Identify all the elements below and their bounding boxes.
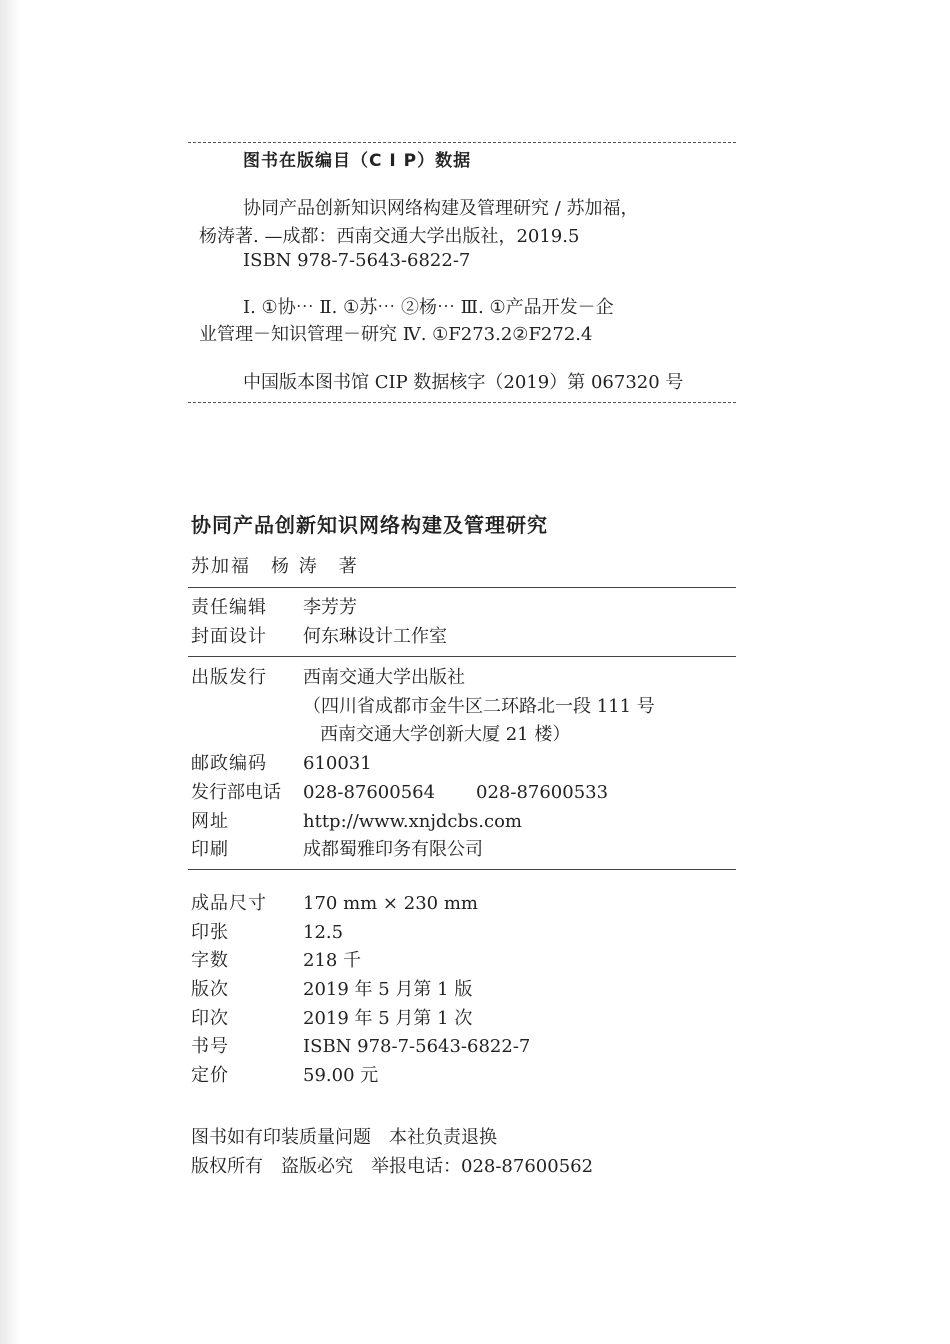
cip-line-5: 业管理－知识管理－研究 Ⅳ. ①F273.2②F272.4: [199, 324, 593, 345]
address-line-2: 西南交通大学创新大厦 21 楼）: [320, 724, 571, 745]
printer-value: 成都蜀雅印务有限公司: [303, 839, 483, 860]
words-label: 字数: [191, 950, 229, 971]
editor-label: 责任编辑: [191, 597, 267, 618]
rule-3: [188, 869, 736, 870]
book-title: 协同产品创新知识网络构建及管理研究: [191, 513, 548, 537]
cover-design-value: 何东琳设计工作室: [303, 626, 447, 647]
cip-line-4: Ⅰ. ①协⋯ Ⅱ. ①苏⋯ ②杨⋯ Ⅲ. ①产品开发－企: [243, 297, 614, 318]
website-label: 网址: [191, 811, 229, 832]
address-line-1: （四川省成都市金牛区二环路北一段 111 号: [303, 696, 655, 717]
cip-line-3: ISBN 978-7-5643-6822-7: [243, 250, 471, 271]
edition-value: 2019 年 5 月第 1 版: [303, 979, 473, 1000]
page-edge-shadow: [0, 0, 20, 1344]
cip-bottom-dashed-rule: [188, 402, 736, 403]
price-label: 定价: [191, 1065, 229, 1086]
words-value: 218 千: [303, 950, 362, 971]
size-value: 170 mm × 230 mm: [303, 893, 478, 914]
size-label: 成品尺寸: [191, 893, 267, 914]
phone-value-2: 028-87600533: [476, 782, 609, 803]
isbn-label: 书号: [191, 1036, 229, 1057]
postcode-label: 邮政编码: [191, 753, 267, 774]
copyright-notice: 版权所有 盗版必究 举报电话：028-87600562: [191, 1156, 594, 1177]
printer-label: 印刷: [191, 839, 229, 860]
rule-2: [188, 656, 736, 657]
book-authors: 苏加福 杨 涛 著: [191, 556, 359, 577]
quality-notice: 图书如有印装质量问题 本社负责退换: [191, 1127, 497, 1148]
cip-line-2: 杨涛著. —成都：西南交通大学出版社，2019.5: [199, 226, 580, 247]
rule-1: [188, 587, 736, 588]
postcode-value: 610031: [303, 753, 372, 774]
publisher-value: 西南交通大学出版社: [303, 667, 465, 688]
phone-value-1: 028-87600564: [303, 782, 436, 803]
cip-line-6: 中国版本图书馆 CIP 数据核字（2019）第 067320 号: [243, 372, 684, 393]
cover-design-label: 封面设计: [191, 626, 267, 647]
isbn-value: ISBN 978-7-5643-6822-7: [303, 1036, 531, 1057]
impression-label: 印次: [191, 1008, 229, 1029]
sheets-label: 印张: [191, 922, 229, 943]
price-value: 59.00 元: [303, 1065, 379, 1086]
edition-label: 版次: [191, 979, 229, 1000]
publisher-label: 出版发行: [191, 667, 267, 688]
cip-top-dashed-rule: [188, 142, 736, 143]
website-value[interactable]: http://www.xnjdcbs.com: [303, 811, 522, 832]
cip-line-1: 协同产品创新知识网络构建及管理研究 / 苏加福，: [243, 198, 639, 219]
editor-value: 李芳芳: [303, 597, 357, 618]
sheets-value: 12.5: [303, 922, 344, 943]
phone-label: 发行部电话: [191, 782, 281, 803]
impression-value: 2019 年 5 月第 1 次: [303, 1008, 473, 1029]
cip-heading: 图书在版编目（C I P）数据: [243, 151, 472, 171]
